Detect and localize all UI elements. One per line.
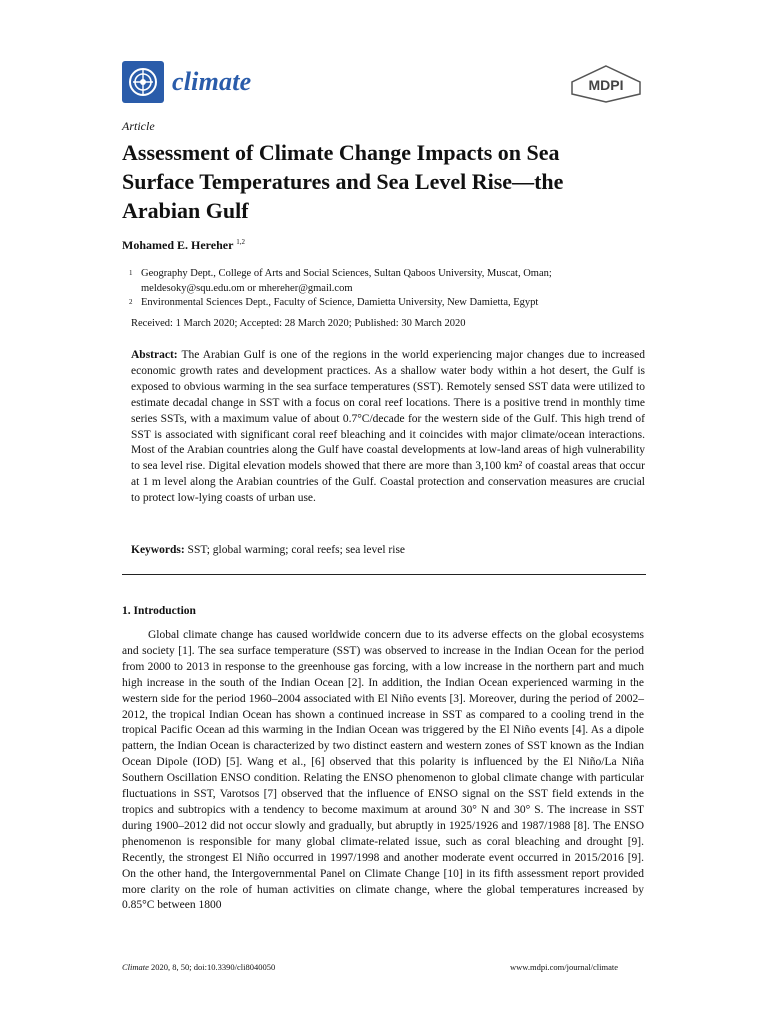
abstract-label: Abstract: xyxy=(131,349,178,361)
article-title: Assessment of Climate Change Impacts on Sea Surface Temperatures and Sea Level Rise—the Arabian Gulf xyxy=(122,140,564,223)
intro-paragraph: Global climate change has caused worldwide concern due to its adverse effects on the global ecosystems and society [1]. The sea surface temperature (SST) was observed to increase in the Indian Ocean for the period from 2000 to 2013 in response to the greenhouse gas forcing, with a low increase in the northern part and much high increase in the south of the Indian Ocean [2]. In addition, the Indian Ocean experienced warming in the western side for the period 1960–2004 associated with El Niño events [3]. Moreover, during the period of 2002–2012, the tropical Indian Ocean has shown a continued increase in SST as compared to a cooling trend in the tropical Pacific Ocean ad this warming in the Indian Ocean was triggered by the El Niño events [4]. As a dipole pattern, the Indian Ocean is characterized by two distinct eastern and western zones of SST known as the Indian Ocean Dipole (IOD) [5]. Wang et al., [6] observed that this polarity is influenced by the El Niño/La Niña Southern Oscillation ENSO condition. Relating the ENSO phenomenon to global climate change with particular fluctuations in SST, Varotsos [7] observed that the influence of ENSO signal on the SST field extends in the tropics and subtropics with a tendency to become maximum at around 30° N and 30° S. The increase in SST during 1900–2012 did not occur slowly and gradually, but abruptly in 1925/1926 and 1987/1988 [8]. The ENSO phenomenon is responsible for many global climate-related issue, such as coral bleaching and drought [9]. Recently, the strongest El Niño occurred in 1997/1998 and another moderate event occurred in 2015/2016 [9]. On the other hand, the Intergovernmental Panel on Climate Change [10] in its fifth assessment report provided more clarity on the role of human activities on climate change, where the global temperatures increased by 0.85°C between 1800 xyxy=(122,629,644,912)
section-heading: 1. Introduction xyxy=(122,605,196,617)
footer-citation-text: 2020, 8, 50; doi:10.3390/cli8040050 xyxy=(151,962,276,972)
abstract-text: The Arabian Gulf is one of the regions in the world experiencing major changes due to increased economic growth rates and development practices. As a shallow water body within a hot desert, the Gulf is exposed to obvious warming in the sea surface temperatures (SST). Remotely sensed SST data were utilized to estimate decadal change in SST with a focus on coral reef locations. There is a positive trend in monthly time series SSTs, with a maximum value of about 0.7°C/decade for the western side of the Gulf. This high trend of SST is associated with significant coral reef bleaching and it coincides with major climate/ocean interactions. Most of the Arabian countries along the Gulf have coastal developments at low-land areas of high vulnerability to sea level rise. Digital elevation models showed that there are more than 3,100 km² of coastal areas that occur at 1 m level along the Arabian countries of the Gulf. Coastal protection and conservation measures are crucial to protect low-lying coasts of urban use. xyxy=(131,349,645,505)
keywords-label: Keywords: xyxy=(131,544,185,556)
affiliation-text: Environmental Sciences Dept., Faculty of Science, Damietta University, New Damietta, Egypt xyxy=(141,297,539,308)
affiliation-2 xyxy=(129,295,641,310)
mdpi-logo-icon xyxy=(566,64,646,104)
author xyxy=(122,238,245,253)
author-affiliation-marks: 1,2 xyxy=(236,238,245,246)
journal-name: climate xyxy=(172,67,252,96)
footer-url[interactable]: www.mdpi.com/journal/climate xyxy=(510,962,619,972)
publication-dates: Received: 1 March 2020; Accepted: 28 March 2020; Published: 30 March 2020 xyxy=(131,318,466,329)
journal-header xyxy=(122,60,251,104)
keywords xyxy=(131,544,405,556)
affiliation-number: 1 xyxy=(129,269,133,277)
author-name: Mohamed E. Hereher xyxy=(122,238,234,252)
affiliation-text: Geography Dept., College of Arts and Social Sciences, Sultan Qaboos University, Muscat, Oman; meldesoky@squ.edu.om or mhereher@gmail.com xyxy=(141,268,552,294)
svg-text:MDPI: MDPI xyxy=(588,77,624,93)
affiliation-1 xyxy=(129,266,641,296)
abstract xyxy=(131,348,645,507)
keywords-text: SST; global warming; coral reefs; sea level rise xyxy=(187,544,406,556)
article-type: Article xyxy=(122,119,155,133)
climate-logo-icon xyxy=(122,61,164,103)
divider xyxy=(122,574,646,575)
footer-journal: Climate xyxy=(122,962,149,972)
footer-citation xyxy=(122,962,275,972)
affiliation-number: 2 xyxy=(129,298,133,306)
